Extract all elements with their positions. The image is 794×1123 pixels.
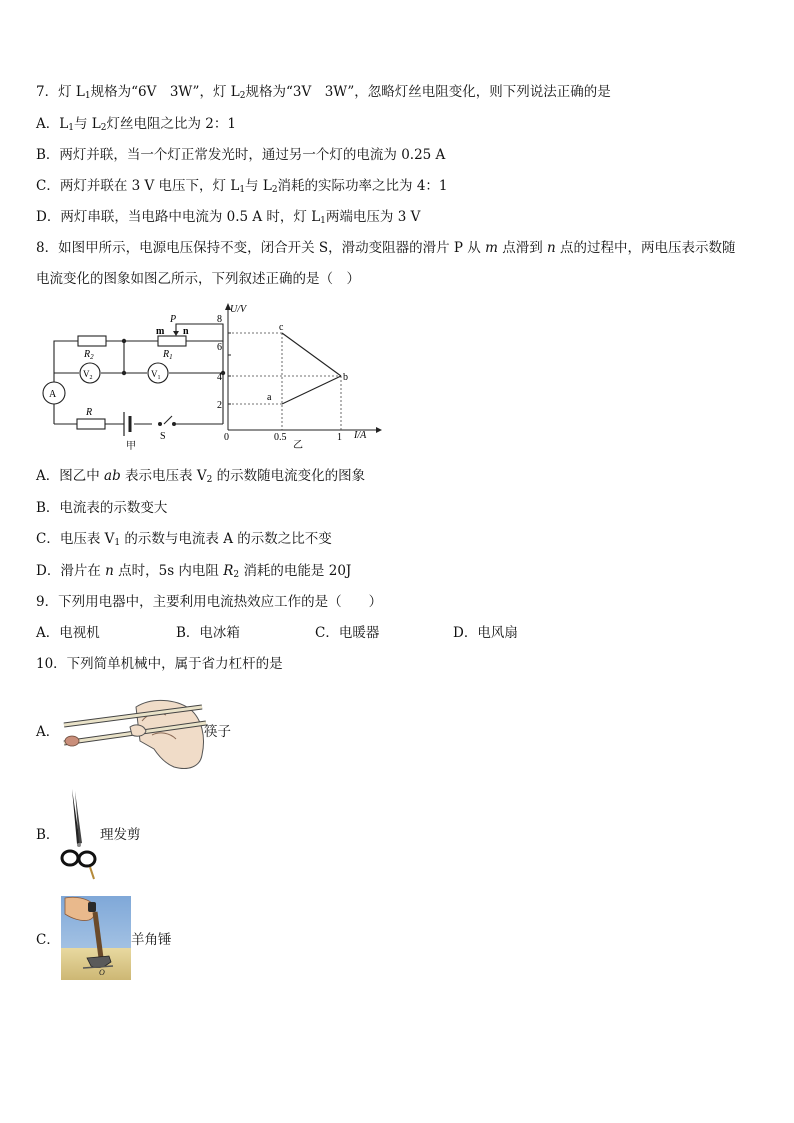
circuit-diagram <box>40 312 210 466</box>
scissors-image <box>58 787 102 885</box>
voltmeter-v2-label: $V_2$ <box>83 369 93 381</box>
voltmeter-v1-label: $V_1$ <box>151 369 161 381</box>
q9-stem: 9．下列用电器中，主要利用电流热效应工作的是（ ） <box>36 594 383 610</box>
point-a-label: a <box>267 392 272 403</box>
q10-option-a-label: A． <box>36 724 60 740</box>
circuit-n-label: n <box>183 326 189 337</box>
figure-yi-label: 乙 <box>293 440 303 451</box>
xtick-0: 0 <box>224 432 229 443</box>
q7-option-a: A．$L_1$与 $L_2$灯丝电阻之比为 2：1 <box>36 116 236 133</box>
q9-option-b: B．电冰箱 <box>176 625 240 641</box>
ytick-8: 8 <box>217 314 222 325</box>
xtick-0-5: 0.5 <box>274 432 287 443</box>
q7-option-d: D．两灯串联，当电路中电流为 0.5 A 时，灯 $L_1$两端电压为 3 V <box>36 209 421 226</box>
graph-xlabel: I/A <box>354 430 367 441</box>
q9-option-d: D．电风扇 <box>453 625 518 641</box>
ytick-2: 2 <box>217 400 222 411</box>
circuit-m-label: m <box>156 326 165 337</box>
q10-option-b-label: B． <box>36 827 60 843</box>
ytick-4: 4 <box>217 372 222 383</box>
chopsticks-image <box>60 697 210 776</box>
q8-option-b: B．电流表的示数变大 <box>36 500 168 516</box>
figure-jia-label: 甲 <box>126 441 136 452</box>
q8-option-c: C．电压表 $V_1$ 的示数与电流表 A 的示数之比不变 <box>36 531 332 548</box>
q8-stem-line2: 电流变化的图象如图乙所示，下列叙述正确的是（ ） <box>36 271 360 287</box>
graph-ylabel: U/V <box>230 304 247 315</box>
circuit-r1-label: $R_1$ <box>163 349 173 361</box>
claw-hammer-image <box>61 896 131 984</box>
point-c-label: c <box>279 322 284 333</box>
q8-option-d: D．滑片在 n 点时，5s 内电阻 $R_2$ 消耗的电能是 20J <box>36 563 352 580</box>
q7-option-b: B．两灯并联，当一个灯正常发光时，通过另一个灯的电流为 0.25 A <box>36 147 446 163</box>
line-cb <box>282 333 341 376</box>
q8-option-a: A．图乙中 ab 表示电压表 $V_2$ 的示数随电流变化的图象 <box>36 468 366 485</box>
q10-option-c-label: C． <box>36 932 60 948</box>
ammeter-label: A <box>49 389 57 400</box>
q8-stem-line1: 8．如图甲所示，电源电压保持不变，闭合开关 S，滑动变阻器的滑片 P 从 m 点滑到 n 点的过程中，两电压表示数随 <box>36 240 736 256</box>
q7-option-c: C．两灯并联在 3 V 电压下，灯 $L_1$与 $L_2$消耗的实际功率之比为 4：1 <box>36 178 448 195</box>
point-b-label: b <box>343 372 348 383</box>
xtick-1: 1 <box>337 432 342 443</box>
q10-option-b-text: 理发剪 <box>100 827 141 843</box>
ui-graph <box>210 300 390 454</box>
q9-option-a: A．电视机 <box>36 625 100 641</box>
ytick-6: 6 <box>217 342 222 353</box>
circuit-r-label: R <box>86 407 93 418</box>
circuit-slider-p-label: P <box>170 314 177 325</box>
q10-option-c-text: 羊角锤 <box>131 932 172 948</box>
circuit-r2-label: $R_2$ <box>84 349 94 361</box>
hammer-pivot-o-label: O <box>99 968 105 977</box>
q7-stem: 7．灯 $L_1$规格为“6V 3W”，灯 $L_2$规格为“3V 3W”，忽略灯丝电阻变化，则下列说法正确的是 <box>36 84 611 101</box>
line-ab <box>282 376 341 404</box>
q10-option-a-text: 筷子 <box>204 724 231 740</box>
q10-stem: 10．下列简单机械中，属于省力杠杆的是 <box>36 656 283 672</box>
switch-s-label: S <box>160 431 166 442</box>
q9-option-c: C．电暖器 <box>315 625 380 641</box>
